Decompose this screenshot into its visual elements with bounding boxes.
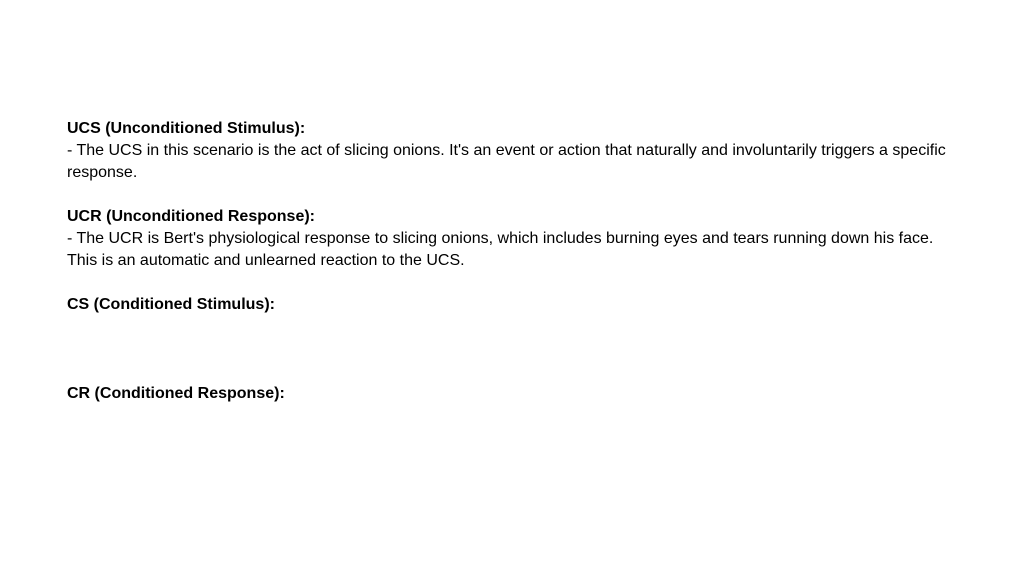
section-heading-cr: CR (Conditioned Response): <box>67 385 285 402</box>
section-cr <box>67 383 285 405</box>
section-heading-ucs: UCS (Unconditioned Stimulus): <box>67 120 306 137</box>
section-ucr <box>67 206 967 272</box>
section-text-ucs: - The UCS in this scenario is the act of slicing onions. It's an event or action that naturally and involuntarily triggers a specific response. <box>67 142 946 181</box>
document-body <box>67 118 967 402</box>
section-heading-cs: CS (Conditioned Stimulus): <box>67 296 275 313</box>
section-text-ucr: - The UCR is Bert's physiological response to slicing onions, which includes burning eyes and tears running down his face. This is an automatic and unlearned reaction to the UCS. <box>67 230 934 269</box>
section-cs <box>67 294 967 316</box>
section-heading-ucr: UCR (Unconditioned Response): <box>67 208 315 225</box>
section-ucs <box>67 118 967 184</box>
